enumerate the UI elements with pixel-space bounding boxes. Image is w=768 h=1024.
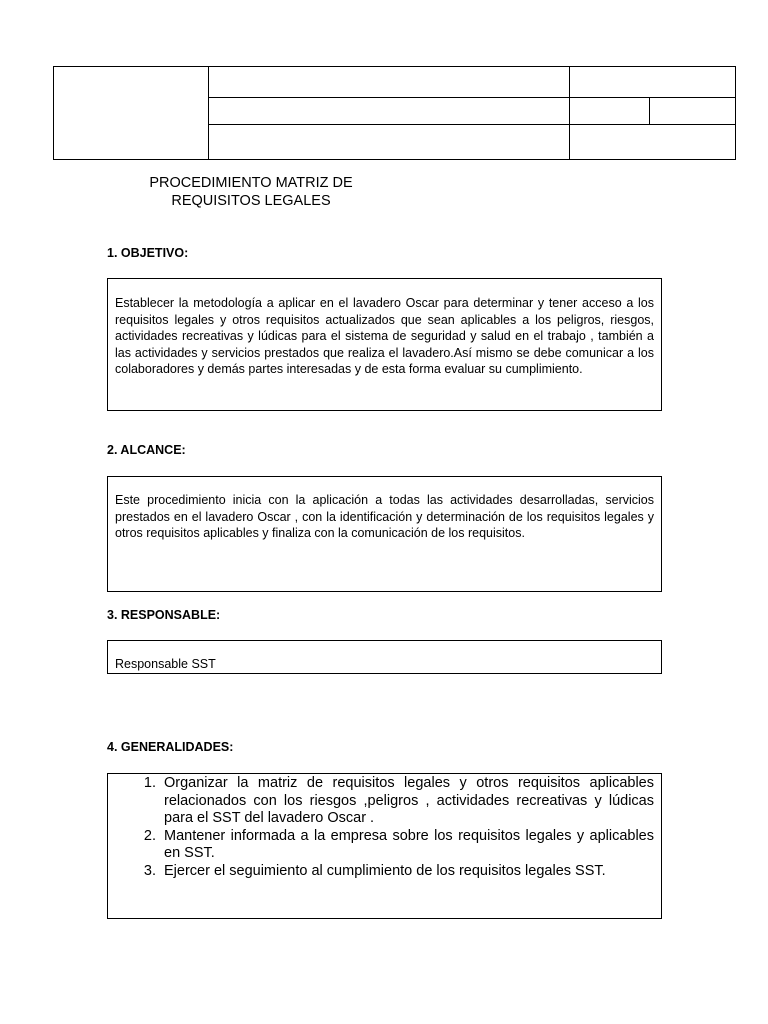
alcance-text: Este procedimiento inicia con la aplicación a todas las actividades desarrolladas, servicios prestados en el lavadero Oscar , con la identificación y determinación de los requisitos legales y otros requisitos aplicables y finaliza con la comunicación de los requisitos. bbox=[115, 493, 654, 540]
responsable-text: Responsable SST bbox=[115, 657, 216, 671]
header-cell-page bbox=[570, 125, 736, 160]
document-title-line-2: REQUISITOS LEGALES bbox=[171, 193, 331, 209]
list-item: 3. Ejercer el seguimiento al cumplimiento de los requisitos legales SST. bbox=[160, 863, 654, 881]
responsable-box bbox=[107, 640, 662, 674]
section-heading-responsable: 3. RESPONSABLE: bbox=[107, 608, 221, 622]
objetivo-text: Establecer la metodología a aplicar en el lavadero Oscar para determinar y tener acceso a los requisitos legales y otros requisitos actualizados que sean aplicables a los peligros, riesgos, actividades recreativas y lúdicas para el sistema de seguridad y salud en el trabajo , también a las actividades y servicios prestados que realiza el lavadero.Así mismo se debe comunicar a los colaboradores y demás partes interesadas y de esta forma evaluar su cumplimiento. bbox=[115, 296, 654, 376]
generalidades-list bbox=[108, 775, 661, 880]
document-title-line-1: PROCEDIMIENTO MATRIZ DE bbox=[149, 175, 353, 191]
objetivo-box bbox=[107, 278, 662, 411]
header-cell-title bbox=[209, 67, 570, 98]
generalidades-box bbox=[107, 773, 662, 919]
alcance-box bbox=[107, 476, 662, 592]
header-cell-date bbox=[650, 98, 736, 125]
section-heading-generalidades: 4. GENERALIDADES: bbox=[107, 740, 234, 754]
header-cell-code bbox=[570, 67, 736, 98]
section-heading-objetivo: 1. OBJETIVO: bbox=[107, 246, 189, 260]
section-heading-alcance: 2. ALCANCE: bbox=[107, 443, 186, 457]
logo-cell bbox=[54, 67, 209, 160]
header-cell-process bbox=[209, 98, 570, 125]
document-header-table bbox=[53, 66, 736, 160]
document-title bbox=[120, 174, 382, 210]
header-cell-area bbox=[209, 125, 570, 160]
header-cell-version bbox=[570, 98, 650, 125]
list-item: 1. Organizar la matriz de requisitos legales y otros requisitos aplicables relacionados con los riesgos ,peligros , actividades recreativas y lúdicas para el SST del lavadero Oscar . bbox=[160, 775, 654, 828]
list-item: 2. Mantener informada a la empresa sobre los requisitos legales y aplicables en SST. bbox=[160, 828, 654, 863]
